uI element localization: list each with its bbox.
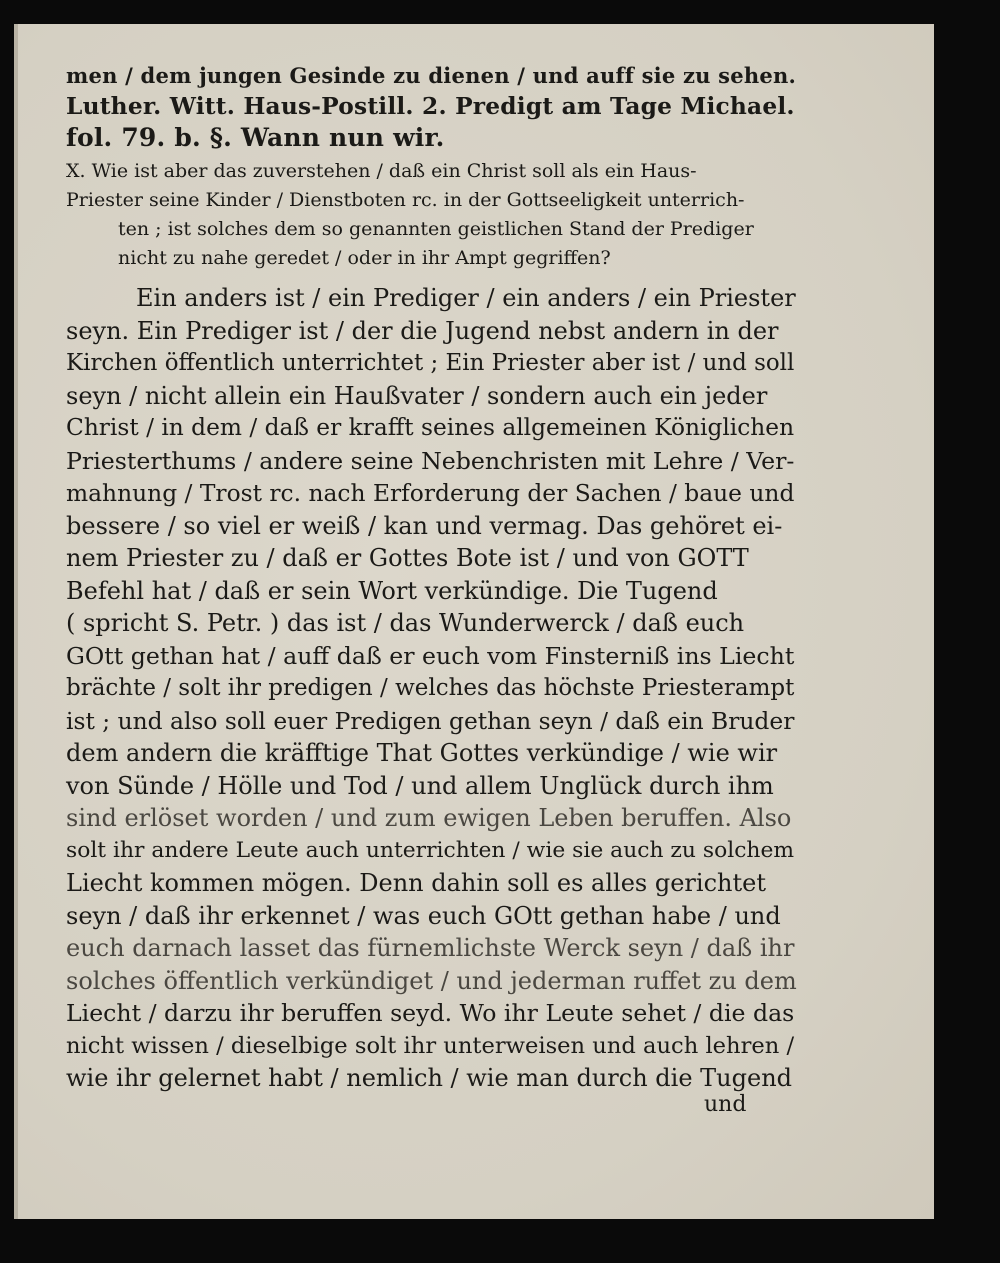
header-line: Luther. Witt. Haus-Postill. 2. Predigt am Tage Michael. bbox=[66, 93, 795, 120]
body-line: Priesterthums / andere seine Nebenchristen mit Lehre / Ver- bbox=[66, 446, 795, 475]
body-line: von Sünde / Hölle und Tod / und allem Unglück durch ihm bbox=[66, 771, 774, 800]
body-line: wie ihr gelernet habt / nemlich / wie man durch die Tugend bbox=[66, 1064, 793, 1092]
page-text bbox=[66, 60, 802, 1095]
body-line: seyn / nicht allein ein Haußvater / sondern auch ein jeder bbox=[66, 381, 768, 410]
body-line: brächte / solt ihr predigen / welches das höchste Priesterampt bbox=[66, 675, 795, 701]
body-line: sind erlöset worden / und zum ewigen Leben beruffen. Also bbox=[66, 804, 792, 832]
body-line: euch darnach lasset das fürnemlichste Werck seyn / daß ihr bbox=[66, 934, 795, 962]
header-line: fol. 79. b. §. Wann nun wir. bbox=[66, 123, 445, 152]
body-line: solt ihr andere Leute auch unterrichten / wie sie auch zu solchem bbox=[66, 837, 795, 863]
header-citation bbox=[66, 60, 802, 153]
body-line: seyn / daß ihr erkennet / was euch GOtt gethan habe / und bbox=[66, 901, 781, 930]
body-line: nem Priester zu / daß er Gottes Bote ist / und von GOTT bbox=[66, 544, 749, 572]
page-edge-shadow bbox=[14, 24, 18, 1219]
body-line: dem andern die kräfftige That Gottes verkündige / wie wir bbox=[66, 739, 778, 767]
question-paragraph bbox=[66, 157, 802, 273]
body-line: Befehl hat / daß er sein Wort verkündige. Die Tugend bbox=[66, 576, 718, 605]
question-line: X. Wie ist aber das zuverstehen / daß ein Christ soll als ein Haus- bbox=[66, 160, 697, 182]
body-line: Liecht kommen mögen. Denn dahin soll es alles gerichtet bbox=[66, 869, 766, 897]
question-line: nicht zu nahe geredet / oder in ihr Ampt gegriffen? bbox=[118, 247, 611, 269]
question-line: ten ; ist solches dem so genannten geistlichen Stand der Prediger bbox=[118, 218, 754, 240]
body-line: mahnung / Trost rc. nach Erforderung der Sachen / baue und bbox=[66, 479, 795, 507]
catchword: und bbox=[704, 1092, 747, 1117]
body-line: nicht wissen / dieselbige solt ihr unterweisen und auch lehren / bbox=[66, 1032, 795, 1059]
body-line: Liecht / darzu ihr beruffen seyd. Wo ihr Leute sehet / die das bbox=[66, 999, 795, 1027]
answer-paragraph bbox=[66, 282, 802, 1095]
body-line: seyn. Ein Prediger ist / der die Jugend nebst andern in der bbox=[66, 316, 779, 345]
body-line: Kirchen öffentlich unterrichtet ; Ein Priester aber ist / und soll bbox=[66, 350, 795, 376]
question-line: Priester seine Kinder / Dienstboten rc. in der Gottseeligkeit unterrich- bbox=[66, 189, 745, 211]
body-line: bessere / so viel er weiß / kan und vermag. Das gehöret ei- bbox=[66, 511, 783, 540]
body-line: Christ / in dem / daß er krafft seines allgemeinen Königlichen bbox=[66, 414, 795, 441]
body-line: solches öffentlich verkündiget / und jederman ruffet zu dem bbox=[66, 966, 797, 995]
body-line: Ein anders ist / ein Prediger / ein anders / ein Priester bbox=[136, 284, 796, 312]
body-line: ist ; und also soll euer Predigen gethan seyn / daß ein Bruder bbox=[66, 706, 795, 735]
book-page bbox=[14, 24, 934, 1219]
header-line: men / dem jungen Gesinde zu dienen / und auff sie zu sehen. bbox=[66, 63, 796, 88]
body-line: ( spricht S. Petr. ) das ist / das Wunderwerck / daß euch bbox=[66, 609, 745, 637]
body-line: GOtt gethan hat / auff daß er euch vom Finsterniß ins Liecht bbox=[66, 641, 795, 670]
